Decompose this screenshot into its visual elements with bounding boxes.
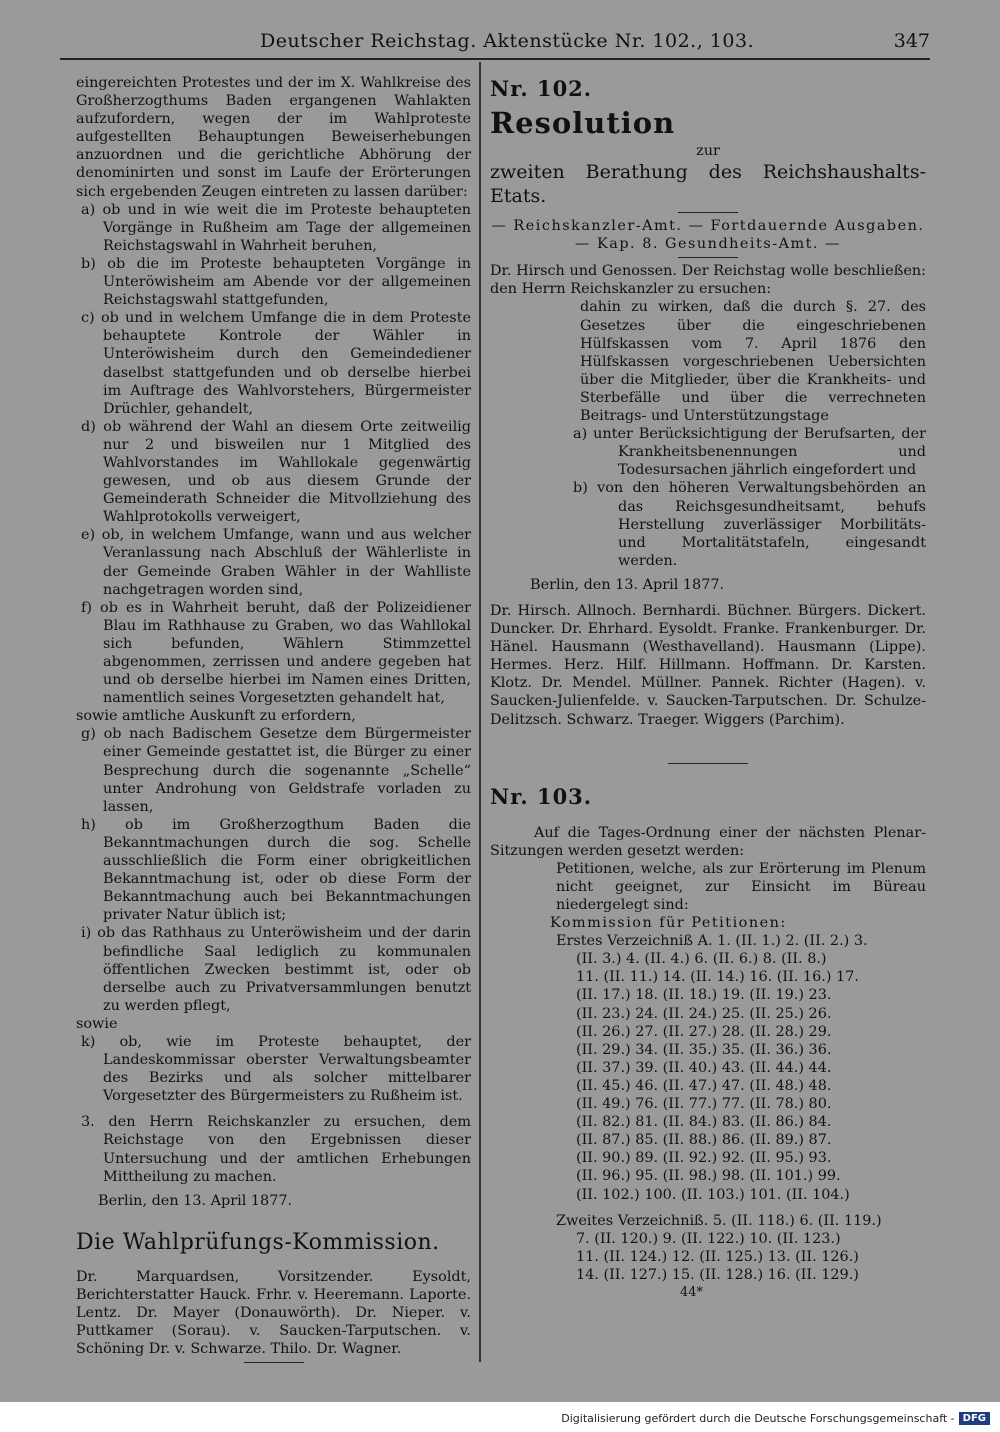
separator-rule — [244, 1362, 304, 1363]
list-item: (II. 82.) 81. (II. 84.) 83. (II. 86.) 84. — [576, 1114, 832, 1131]
list-item: d) ob während der Wahl an diesem Orte zeitweilig nur 2 und bisweilen nur 1 Mitglied des Wahlvorstandes im Wahllokale gegenwärtig gewesen, und ob aus diesem Grunde der Gemeinderath Schneider die Mitvollziehung des Wahlprotokolls verweigert, — [81, 418, 471, 526]
list-item: 14. (II. 127.) 15. (II. 128.) 16. (II. 129.) — [576, 1266, 859, 1283]
list-item: (II. 3.) 4. (II. 4.) 6. (II. 6.) 8. (II. 8.) — [576, 951, 827, 968]
digitization-credit — [561, 1412, 990, 1425]
list-item: (II. 26.) 27. (II. 27.) 28. (II. 28.) 29. — [576, 1023, 832, 1040]
list-item: c) ob und in welchem Umfange die in dem Proteste behauptete Kontrole der Wähler in Unteröwisheim durch den Gemeindediener daselbst stattgefunden und ob derselbe hierbei im Auftrage des Wahlvorstehers, Bürgermeister Drüchler, gehandelt, — [81, 310, 471, 417]
credit-text: Digitalisierung gefördert durch die Deutsche Forschungsgemeinschaft - — [561, 1412, 955, 1425]
list-item: (II. 96.) 95. (II. 98.) 98. (II. 101.) 99. — [576, 1168, 841, 1185]
list-item: (II. 29.) 34. (II. 35.) 35. (II. 36.) 36. — [576, 1041, 832, 1058]
list-item: (II. 87.) 85. (II. 88.) 86. (II. 89.) 87. — [576, 1132, 832, 1149]
point-three: 3. den Herrn Reichskanzler zu ersuchen, dem Reichstage von den Ergebnissen dieser Untersuchung und der amtlichen Erhebungen Mittheilung zu machen. — [81, 1114, 471, 1185]
resolution-subject: zweiten Berathung des Reichshaushalts-Etats. — [490, 161, 926, 208]
list-item: (II. 90.) 89. (II. 92.) 92. (II. 95.) 93. — [576, 1150, 832, 1167]
right-column — [490, 74, 926, 1302]
list-item: 11. (II. 124.) 12. (II. 125.) 13. (II. 126.) — [576, 1248, 859, 1265]
commission-members: Dr. Marquardsen, Vorsitzender. Eysoldt, Berichterstatter Hauck. Frhr. v. Heeremann. Laporte. Lentz. Dr. Mayer (Donauwörth). Dr. Nieper. v. Puttkamer (Sorau). v. Saucken-Tarputschen. v. Schöning Dr. v. Schwarze. Thilo. Dr. Wagner. — [76, 1268, 471, 1358]
list-item: 11. (II. 11.) 14. (II. 14.) 16. (II. 16.) 17. — [576, 969, 859, 986]
document-number-102: Nr. 102. — [490, 76, 593, 101]
motion-item-a: a) unter Berücksichtigung der Berufsarten, der Krankheitsbenennungen und Todesursachen jährlich eingefordert und — [573, 426, 926, 479]
list-item: 7. (II. 120.) 9. (II. 122.) 10. (II. 123.) — [576, 1230, 841, 1247]
zur-line: zur — [696, 143, 720, 159]
list-item: (II. 23.) 24. (II. 24.) 25. (II. 25.) 26. — [576, 1005, 832, 1022]
motion-item-b: b) von den höheren Verwaltungsbehörden an das Reichsgesundheitsamt, behufs Herstellung zuverlässiger Morbilitäts- und Mortalitätstafeln, eingesandt werden. — [573, 480, 926, 569]
agenda-text: Auf die Tages-Ordnung einer der nächsten Plenar-Sitzungen werden gesetzt werden: — [490, 824, 926, 859]
list-item: (II. 37.) 39. (II. 40.) 43. (II. 44.) 44. — [576, 1059, 832, 1076]
list-item: b) ob die im Proteste behaupteten Vorgänge in Unteröwisheim am Abende vor der allgemeinen Reichstagswahl stattgefunden, — [81, 255, 471, 309]
list-item: (II. 49.) 76. (II. 77.) 77. (II. 78.) 80. — [576, 1096, 832, 1113]
section-line-2: — Kap. 8. Gesundheits-Amt. — — [575, 236, 841, 253]
left-column — [76, 74, 471, 1367]
document-number-103: Nr. 103. — [490, 783, 593, 809]
intro-paragraph: eingereichten Protestes und der im X. Wahlkreise des Großherzogthums Baden ergangenen Wahlakten aufzufordern, wegen der im Wahlproteste aufgestellten Behauptungen Beweiserhebungen anzuordnen und die gerichtliche Abhörung der denominirten und sonst im Laufe der Erörterungen sich ergebenden Zeugen eintreten zu lassen darüber: — [76, 75, 471, 200]
sheet-signature-mark: 44* — [680, 1284, 704, 1300]
right-date: Berlin, den 13. April 1877. — [530, 576, 725, 593]
list-item: f) ob es in Wahrheit beruht, daß der Polizeidiener Blau im Rathhause zu Graben, wo das Wahllokal sich befunden, Wählern Stimmzettel abgenommen, zerrissen und andere gegeben hat und ob derselbe hierbei im Namen eines Dritten, namentlich seines Vorgesetzten gehandelt hat, — [81, 599, 471, 707]
sowie-line: sowie — [76, 1015, 118, 1032]
dfg-logo: DFG — [959, 1412, 990, 1425]
list-item: (II. 17.) 18. (II. 18.) 19. (II. 19.) 23. — [576, 987, 832, 1004]
motion-intro: Dr. Hirsch und Genossen. Der Reichstag wolle beschließen: den Herrn Reichskanzler zu ersuchen: — [490, 263, 926, 298]
separator-rule — [678, 257, 738, 258]
list-item: i) ob das Rathhaus zu Unteröwisheim und der darin befindliche Saal lediglich zu kommunalen öffentlichen Zwecken bestimmt ist, oder ob derselbe auch zu Privatversammlungen benutzt zu werden pflegt, — [81, 925, 471, 1014]
list-item: e) ob, in welchem Umfange, wann und aus welcher Veranlassung nach Abschluß der Wählerliste in der Gemeinde Graben Wähler in der Wahlliste nachgetragen worden sind, — [81, 527, 471, 598]
separator-rule — [678, 212, 738, 213]
list-item: Erstes Verzeichniß A. 1. (II. 1.) 2. (II. 2.) 3. — [556, 933, 868, 950]
petition-list-first — [556, 932, 926, 1203]
column-divider — [479, 62, 481, 1362]
running-title: Deutscher Reichstag. Aktenstücke Nr. 102., 103. — [260, 30, 755, 52]
page-number: 347 — [893, 30, 930, 52]
list-item: g) ob nach Badischem Gesetze dem Bürgermeister einer Gemeinde gestattet ist, die Bürger zu einer Besprechung durch die sogenannte „Schelle“ unter Androhung von Geldstrafe vorladen zu lassen, — [81, 726, 471, 815]
commission-title: Die Wahlprüfungs-Kommission. — [76, 1229, 440, 1255]
sowie-line: sowie amtliche Auskunft zu erfordern, — [76, 708, 356, 725]
list-item: a) ob und in wie weit die im Proteste behaupteten Vorgänge in Rußheim am Tage der allgemeinen Reichstagswahl in Wahrheit beruhen, — [81, 201, 471, 254]
separator-rule — [668, 763, 748, 764]
signatories: Dr. Hirsch. Allnoch. Bernhardi. Büchner. Bürgers. Dickert. Duncker. Dr. Ehrhard. Eysoldt. Franke. Frankenburger. Dr. Hänel. Hausmann (Westhavelland). Hausmann (Lippe). Hermes. Herz. Hilf. Hillmann. Hoffmann. Dr. Karsten. Klotz. Dr. Mendel. Müllner. Pannek. Richter (Hagen). v. Saucken-Julienfelde. v. Saucken-Tarputschen. Dr. Schulze-Delitzsch. Schwarz. Traeger. Wiggers (Parchim). — [490, 602, 926, 728]
list-item: h) ob im Großherzogthum Baden die Bekanntmachungen durch die sog. Schelle ausschließlich die Form einer obrigkeitlichen Bekanntmachung ist, oder ob diese Form der Bekanntmachung auch bei Bekanntmachungen privater Natur üblich ist; — [81, 816, 471, 924]
petition-list-second — [556, 1212, 926, 1284]
motion-body: dahin zu wirken, daß die durch §. 27. des Gesetzes über die eingeschriebenen Hülfskassen vom 7. April 1876 den Hülfskassen vorgeschriebenen Uebersichten über die Mitglieder, über die Krankheits- und Sterbefälle und über die verrechneten Beitrags- und Unterstützungstage — [580, 299, 926, 425]
list-item: Zweites Verzeichniß. 5. (II. 118.) 6. (II. 119.) — [556, 1212, 882, 1229]
section-line-1: — Reichskanzler-Amt. — Fortdauernde Ausgaben. — [491, 218, 925, 235]
page-header — [60, 30, 930, 60]
list-item: (II. 102.) 100. (II. 103.) 101. (II. 104.) — [576, 1186, 850, 1203]
resolution-heading: Resolution — [490, 106, 676, 140]
list-item: (II. 45.) 46. (II. 47.) 47. (II. 48.) 48. — [576, 1077, 832, 1094]
commission-heading: Kommission für Petitionen: — [550, 915, 787, 932]
list-item: k) ob, wie im Proteste behauptet, der Landeskommissar oberster Verwaltungsbeamter des Bezirks und als solcher mittelbarer Vorgesetzter des Bürgermeisters zu Rußheim ist. — [81, 1033, 471, 1105]
left-date: Berlin, den 13. April 1877. — [98, 1192, 293, 1209]
petitions-text: Petitionen, welche, als zur Erörterung im Plenum nicht geeignet, zur Einsicht im Büreau niedergelegt sind: — [556, 860, 926, 913]
